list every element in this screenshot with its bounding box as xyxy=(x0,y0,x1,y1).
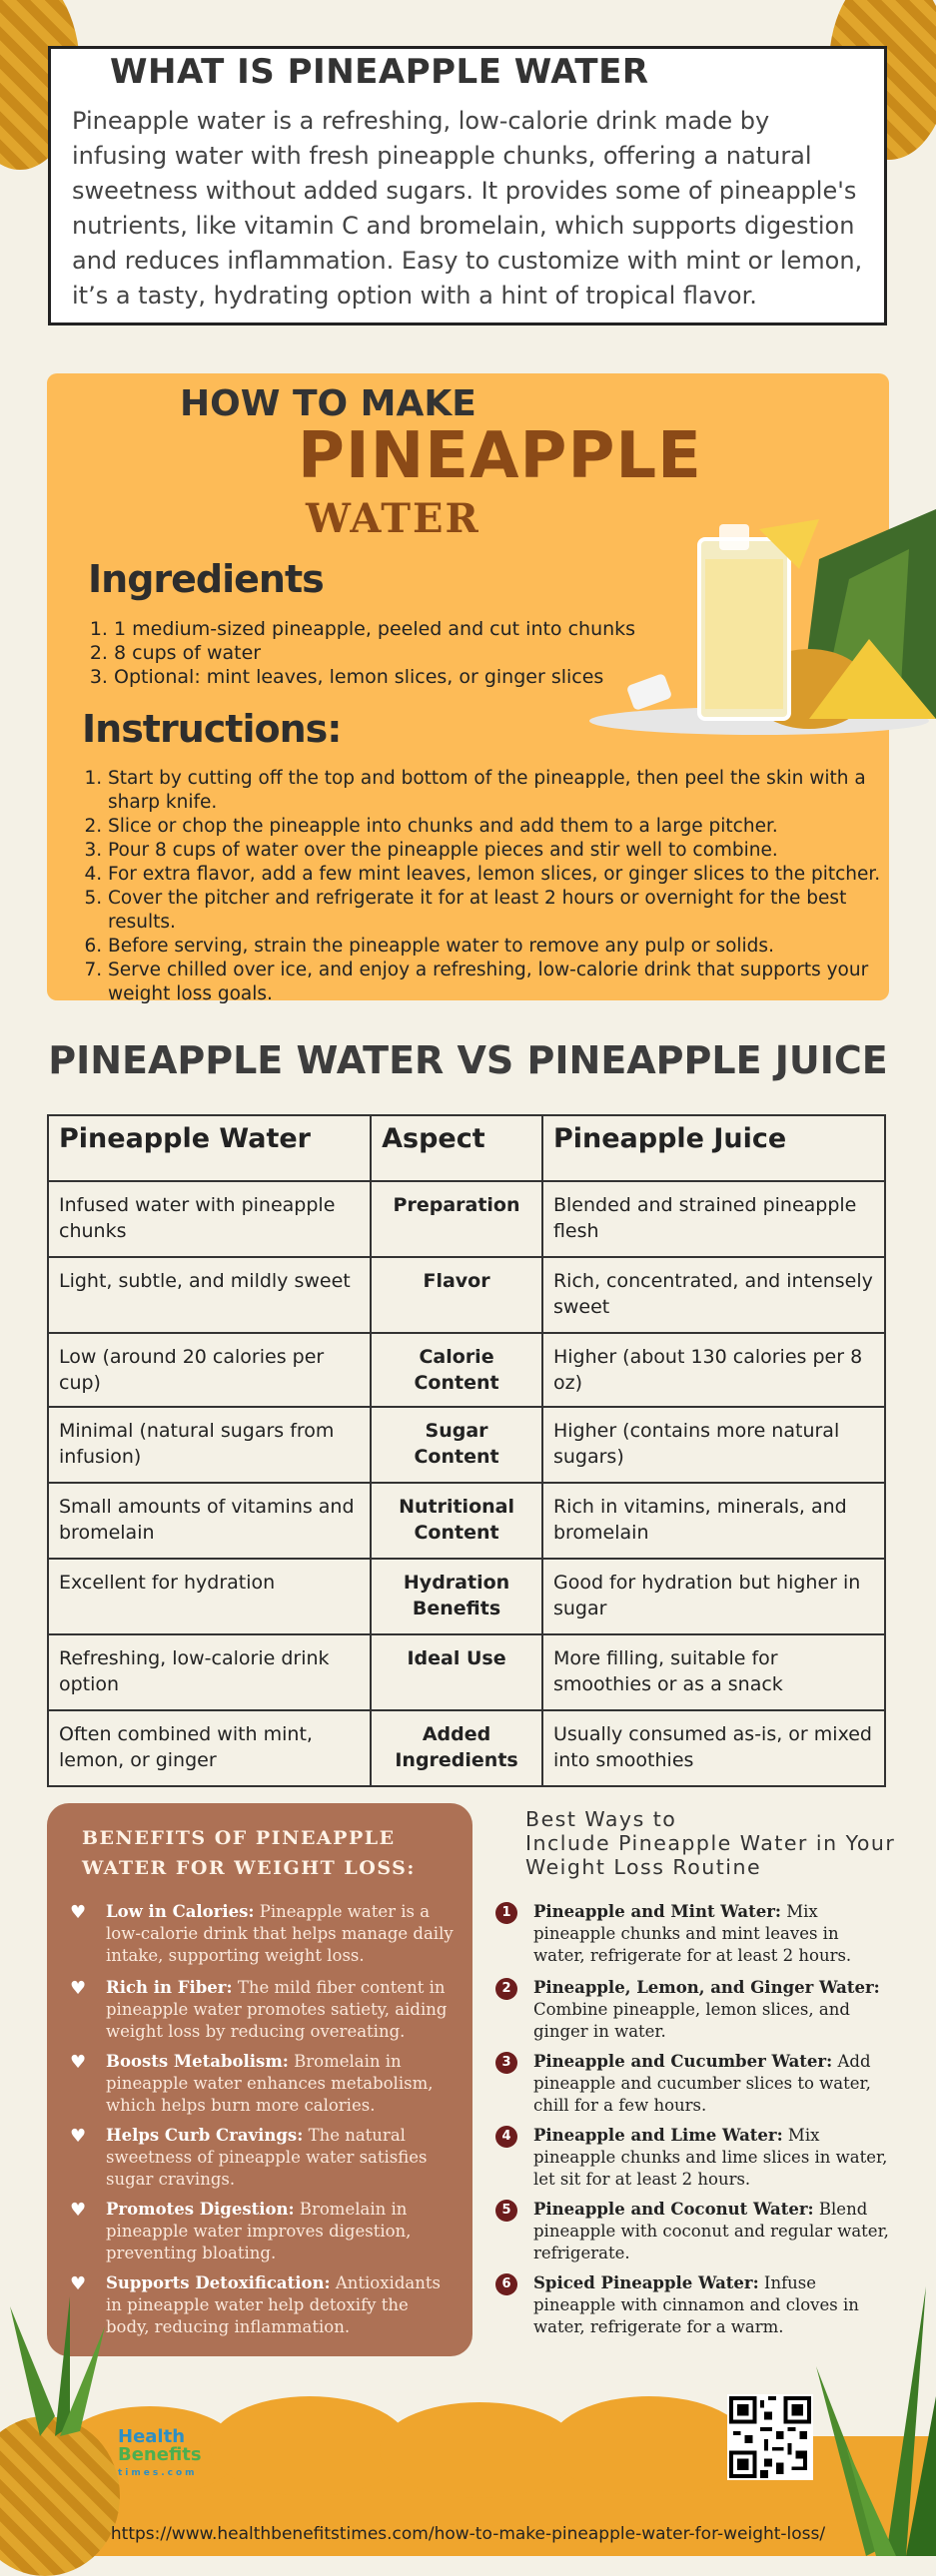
juice-cell: Rich, concentrated, and intensely sweet xyxy=(542,1257,885,1333)
qr-code-icon[interactable] xyxy=(727,2394,813,2480)
way-head: Pineapple and Mint Water: xyxy=(533,1902,781,1921)
footer-url-link[interactable]: https://www.healthbenefitstimes.com/how-to-make-pineapple-water-for-weight-loss/ xyxy=(110,2524,826,2544)
instruction-item: 6. Before serving, strain the pineapple water to remove any pulp or solids. xyxy=(108,935,887,959)
way-head: Pineapple and Lime Water: xyxy=(533,2126,783,2145)
juice-cell: More filling, suitable for smoothies or as a snack xyxy=(542,1634,885,1710)
benefit-item xyxy=(70,2125,455,2191)
pineapple-leaves-bottom-right-illustration xyxy=(806,2247,936,2556)
benefit-text: Antioxidants in pineapple water help detoxify the body, reducing inflammation. xyxy=(106,2273,441,2336)
heart-icon: ♥ xyxy=(70,1902,87,1923)
aspect-cell: Ideal Use xyxy=(371,1634,542,1710)
aspect-cell: Calorie Content xyxy=(371,1333,542,1407)
way-item xyxy=(495,2051,895,2117)
way-text: Infuse pineapple with cinnamon and cloves in water, refrigerate for a warm. xyxy=(533,2273,859,2336)
way-head: Spiced Pineapple Water: xyxy=(533,2273,759,2292)
juice-cell: Higher (about 130 calories per 8 oz) xyxy=(542,1333,885,1407)
way-item xyxy=(495,2125,895,2191)
comparison-table xyxy=(47,1114,886,1787)
ingredient-item: 3. Optional: mint leaves, lemon slices, or ginger slices xyxy=(114,665,653,689)
pineapple-leaves-bottom-left-illustration xyxy=(0,2286,110,2436)
aspect-cell: Flavor xyxy=(371,1257,542,1333)
heart-icon: ♥ xyxy=(70,2273,87,2294)
table-row xyxy=(48,1333,885,1407)
benefit-text: Pineapple water is a low-calorie drink that helps manage daily intake, supporting weight loss. xyxy=(106,1902,454,1965)
howto-title-line1: HOW TO MAKE xyxy=(180,383,476,424)
benefit-text: The natural sweetness of pineapple water satisfies sugar cravings. xyxy=(106,2126,428,2189)
way-text: Combine pineapple, lemon slices, and ginger in water. xyxy=(533,2000,850,2041)
number-badge: 5 xyxy=(495,2200,517,2222)
aspect-cell: Hydration Benefits xyxy=(371,1559,542,1634)
benefit-head: Low in Calories: xyxy=(106,1902,255,1921)
intro-title: WHAT IS PINEAPPLE WATER xyxy=(110,52,649,92)
ways-title-line1: Best Ways to xyxy=(525,1807,677,1831)
table-row xyxy=(48,1710,885,1786)
way-head: Pineapple, Lemon, and Ginger Water: xyxy=(533,1978,880,1997)
juice-cell: Good for hydration but higher in sugar xyxy=(542,1559,885,1634)
benefit-item xyxy=(70,1977,455,2043)
juice-cell: Higher (contains more natural sugars) xyxy=(542,1407,885,1483)
table-row xyxy=(48,1257,885,1333)
benefit-item xyxy=(70,2272,455,2338)
aspect-cell: Nutritional Content xyxy=(371,1483,542,1559)
logo-line3: times.com xyxy=(118,2468,198,2478)
number-badge: 3 xyxy=(495,2052,517,2074)
heart-icon: ♥ xyxy=(70,1978,87,1999)
aspect-cell: Preparation xyxy=(371,1181,542,1257)
table-row xyxy=(48,1407,885,1483)
water-cell: Excellent for hydration xyxy=(48,1559,371,1634)
heart-icon: ♥ xyxy=(70,2126,87,2147)
ingredient-item: 1. 1 medium-sized pineapple, peeled and cut into chunks xyxy=(114,617,653,641)
aspect-cell: Sugar Content xyxy=(371,1407,542,1483)
number-badge: 2 xyxy=(495,1978,517,2000)
ways-title xyxy=(525,1807,925,1879)
way-text: Mix pineapple chunks and lime slices in water, let sit for at least 2 hours. xyxy=(533,2126,888,2189)
ingredient-item: 2. 8 cups of water xyxy=(114,641,653,665)
table-header-row xyxy=(48,1115,885,1181)
benefit-item xyxy=(70,1901,455,1967)
benefits-title: BENEFITS OF PINEAPPLE WATER FOR WEIGHT LOSS: xyxy=(82,1827,416,1879)
site-logo xyxy=(118,2428,202,2482)
water-cell: Low (around 20 calories per cup) xyxy=(48,1333,371,1407)
number-badge: 6 xyxy=(495,2273,517,2295)
instruction-item: 1. Start by cutting off the top and bottom of the pineapple, then peel the skin with a sharp knife. xyxy=(108,767,887,815)
column-header-aspect: Aspect xyxy=(371,1115,542,1181)
water-cell: Light, subtle, and mildly sweet xyxy=(48,1257,371,1333)
way-text: Mix pineapple chunks and mint leaves in water, refrigerate for at least 2 hours. xyxy=(533,1902,852,1965)
way-item xyxy=(495,1977,895,2043)
water-cell: Often combined with mint, lemon, or ginger xyxy=(48,1710,371,1786)
benefit-item xyxy=(70,2199,455,2264)
benefit-text: Bromelain in pineapple water improves digestion, preventing bloating. xyxy=(106,2200,412,2262)
way-text: Blend pineapple with coconut and regular water, refrigerate. xyxy=(533,2200,889,2262)
way-text: Add pineapple and cucumber slices to water, chill for a few hours. xyxy=(533,2052,871,2115)
column-header-juice: Pineapple Juice xyxy=(542,1115,885,1181)
benefit-head: Boosts Metabolism: xyxy=(106,2052,289,2071)
number-badge: 4 xyxy=(495,2126,517,2148)
way-head: Pineapple and Cucumber Water: xyxy=(533,2052,833,2071)
table-row xyxy=(48,1181,885,1257)
table-row xyxy=(48,1634,885,1710)
water-cell: Infused water with pineapple chunks xyxy=(48,1181,371,1257)
ways-title-line3: Weight Loss Routine xyxy=(525,1855,762,1879)
footer-cloud-shape xyxy=(549,2396,749,2496)
instructions-heading: Instructions: xyxy=(82,707,342,751)
column-header-water: Pineapple Water xyxy=(48,1115,371,1181)
howto-title-line3: WATER xyxy=(306,495,480,542)
juice-cell: Blended and strained pineapple flesh xyxy=(542,1181,885,1257)
way-head: Pineapple and Coconut Water: xyxy=(533,2200,814,2219)
heart-icon: ♥ xyxy=(70,2200,87,2221)
benefit-head: Promotes Digestion: xyxy=(106,2200,295,2219)
heart-icon: ♥ xyxy=(70,2052,87,2073)
ingredients-heading: Ingredients xyxy=(88,557,324,601)
table-row xyxy=(48,1483,885,1559)
logo-line2: Benefits xyxy=(118,2444,202,2465)
instructions-list xyxy=(82,767,887,1006)
instruction-item: 3. Pour 8 cups of water over the pineapple pieces and stir well to combine. xyxy=(108,839,887,863)
benefit-text: Bromelain in pineapple water enhances metabolism, which helps burn more calories. xyxy=(106,2052,434,2115)
ingredients-list xyxy=(90,617,653,689)
number-badge: 1 xyxy=(495,1902,517,1924)
comparison-title: PINEAPPLE WATER VS PINEAPPLE JUICE xyxy=(48,1038,888,1082)
instruction-item: 2. Slice or chop the pineapple into chunks and add them to a large pitcher. xyxy=(108,815,887,839)
benefit-text: The mild fiber content in pineapple water promotes satiety, aiding weight loss by reducing overeating. xyxy=(106,1978,448,2041)
instruction-item: 7. Serve chilled over ice, and enjoy a refreshing, low-calorie drink that supports your weight loss goals. xyxy=(108,959,887,1006)
benefit-head: Supports Detoxification: xyxy=(106,2273,331,2292)
water-cell: Refreshing, low-calorie drink option xyxy=(48,1634,371,1710)
intro-text: Pineapple water is a refreshing, low-calorie drink made by infusing water with fresh pineapple chunks, offering a natural sweetness without added sugars. It provides some of pineapple's nutrients, like vitamin C and bromelain, which supports digestion and reduces inflammation. Easy to customize with mint or lemon, it’s a tasty, hydrating option with a hint of tropical flavor. xyxy=(72,107,863,310)
aspect-cell: Added Ingredients xyxy=(371,1710,542,1786)
instruction-item: 5. Cover the pitcher and refrigerate it for at least 2 hours or overnight for the best results. xyxy=(108,887,887,935)
water-cell: Minimal (natural sugars from infusion) xyxy=(48,1407,371,1483)
instruction-item: 4. For extra flavor, add a few mint leaves, lemon slices, or ginger slices to the pitcher. xyxy=(108,863,887,887)
way-item xyxy=(495,1901,895,1967)
benefit-head: Helps Curb Cravings: xyxy=(106,2126,304,2145)
logo-line1: Health xyxy=(118,2426,186,2447)
benefit-head: Rich in Fiber: xyxy=(106,1978,233,1997)
juice-cell: Rich in vitamins, minerals, and bromelain xyxy=(542,1483,885,1559)
juice-cell: Usually consumed as-is, or mixed into smoothies xyxy=(542,1710,885,1786)
water-cell: Small amounts of vitamins and bromelain xyxy=(48,1483,371,1559)
benefit-item xyxy=(70,2051,455,2117)
ways-title-line2: Include Pineapple Water in Your xyxy=(525,1831,896,1855)
howto-title-line2: PINEAPPLE xyxy=(298,419,702,493)
table-row xyxy=(48,1559,885,1634)
